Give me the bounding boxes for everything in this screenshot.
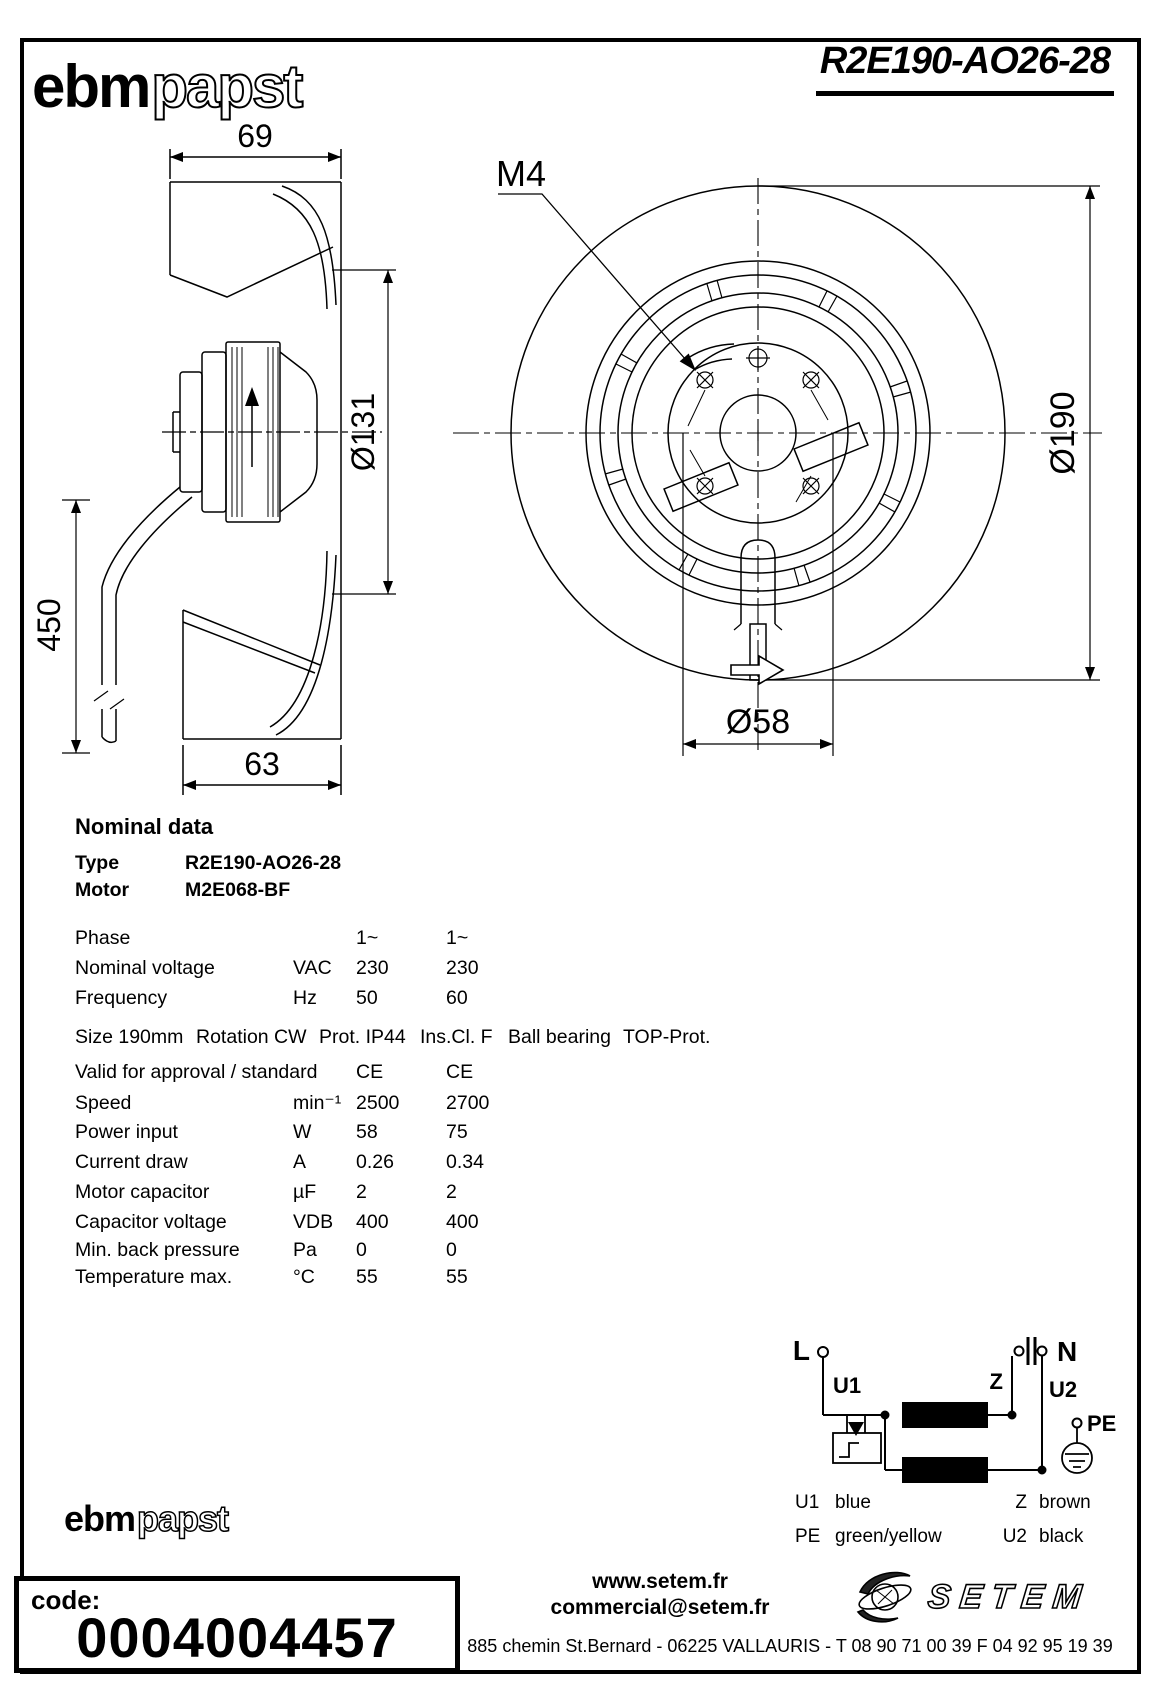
model-number: R2E190-AO26-28 bbox=[816, 40, 1114, 96]
code-value: 0004004457 bbox=[76, 1606, 398, 1669]
code-box bbox=[14, 1576, 460, 1673]
terminal-z-label: Z bbox=[989, 1369, 1003, 1394]
nominal-data-title: Nominal data bbox=[75, 814, 214, 839]
table-row: Min. back pressure Pa 0 0 bbox=[75, 1239, 457, 1261]
motor-label: Motor bbox=[75, 879, 130, 901]
brand-ebm: ebm bbox=[32, 53, 150, 120]
terminal-l-label: L bbox=[792, 1335, 810, 1366]
brand-ebm-small: ebm bbox=[64, 1498, 136, 1539]
motor-value: M2E068-BF bbox=[185, 879, 291, 901]
brand-papst-small: papst bbox=[137, 1498, 229, 1539]
address-text: 885 chemin St.Bernard - 06225 VALLAURIS - T 08 90 71 00 39 F 04 92 95 19 39 bbox=[467, 1636, 1113, 1656]
table-row: Motor capacitor µF 2 2 bbox=[75, 1181, 457, 1203]
terminal-pe-label: PE bbox=[1087, 1411, 1117, 1436]
side-view-drawing bbox=[30, 118, 450, 825]
legend-row: U1 blue Z brown bbox=[795, 1492, 1091, 1513]
table-row: Power input W 58 75 bbox=[75, 1121, 468, 1143]
thread-label: M4 bbox=[496, 153, 547, 194]
type-label: Type bbox=[75, 852, 120, 874]
setem-logo-text: SETEM bbox=[926, 1578, 1093, 1616]
terminal-n-label: N bbox=[1057, 1336, 1078, 1367]
dim-cable-length-label: 450 bbox=[31, 598, 67, 652]
motor-row bbox=[75, 879, 290, 902]
email-text: commercial@setem.fr bbox=[550, 1596, 770, 1619]
front-view-drawing bbox=[438, 138, 1138, 788]
type-value: R2E190-AO26-28 bbox=[185, 852, 342, 874]
ebmpapst-logo-small bbox=[64, 1498, 228, 1540]
terminal-u2-label: U2 bbox=[1049, 1377, 1078, 1402]
type-row bbox=[75, 852, 341, 875]
datasheet-page: ebmpapst R2E190-AO26-28 69 Ø131 450 63 M4 Ø190 Ø58 Nominal data Type R2E190-AO26-28 Motor M2E068-BF Phase 1~ 1~ Nominal voltage VAC 230 230 Frequency Hz 50 60 Size 190mm Rotation CW Prot. IP44 Ins.Cl. F Ball bearing TOP-Prot. Valid for approval / standard CE CE Speed min⁻¹ 2500 2700 Power input W 58 75 Current draw A 0.26 0.34 Motor capacitor µF 2 2 Capacitor voltage VDB 400 400 Min. back pressure Pa 0 0 Temperature max. °C 55 55 L U1 Z N U2 PE U1 blue Z brown PE green/yellow U2 black ebmpapst code: 0004004457 www.setem.fr commercial@setem.fr 885 chemin St.Bernard - 06225 VALLAURIS - T 08 90 71 00 39 F 04 92 95 19 39 SETEM bbox=[0, 0, 1158, 1690]
brand-papst: papst bbox=[151, 53, 302, 120]
dim-bolt-circle-label: Ø58 bbox=[725, 703, 791, 741]
table-row: Current draw A 0.26 0.34 bbox=[75, 1151, 484, 1173]
table-row: Nominal voltage VAC 230 230 bbox=[75, 957, 479, 979]
table-row: Temperature max. °C 55 55 bbox=[75, 1266, 468, 1288]
setem-globe-icon bbox=[848, 1566, 922, 1630]
website-text: www.setem.fr bbox=[592, 1570, 728, 1593]
legend-row: PE green/yellow U2 black bbox=[795, 1526, 1084, 1547]
code-label: code: bbox=[31, 1585, 101, 1615]
ebmpapst-logo bbox=[32, 52, 301, 121]
table-row: Valid for approval / standard CE CE bbox=[75, 1061, 474, 1083]
dim-outer-dia-label: Ø190 bbox=[1044, 391, 1082, 475]
table-row: Frequency Hz 50 60 bbox=[75, 987, 468, 1009]
dim-width-bottom-label: 63 bbox=[244, 746, 280, 782]
dim-width-top-label: 69 bbox=[237, 118, 273, 154]
table-row: Speed min⁻¹ 2500 2700 bbox=[75, 1092, 490, 1114]
dim-impeller-dia-label: Ø131 bbox=[345, 392, 381, 472]
terminal-u1-label: U1 bbox=[833, 1373, 862, 1398]
table-row: Capacitor voltage VDB 400 400 bbox=[75, 1211, 479, 1233]
table-row: Phase 1~ 1~ bbox=[75, 927, 469, 949]
